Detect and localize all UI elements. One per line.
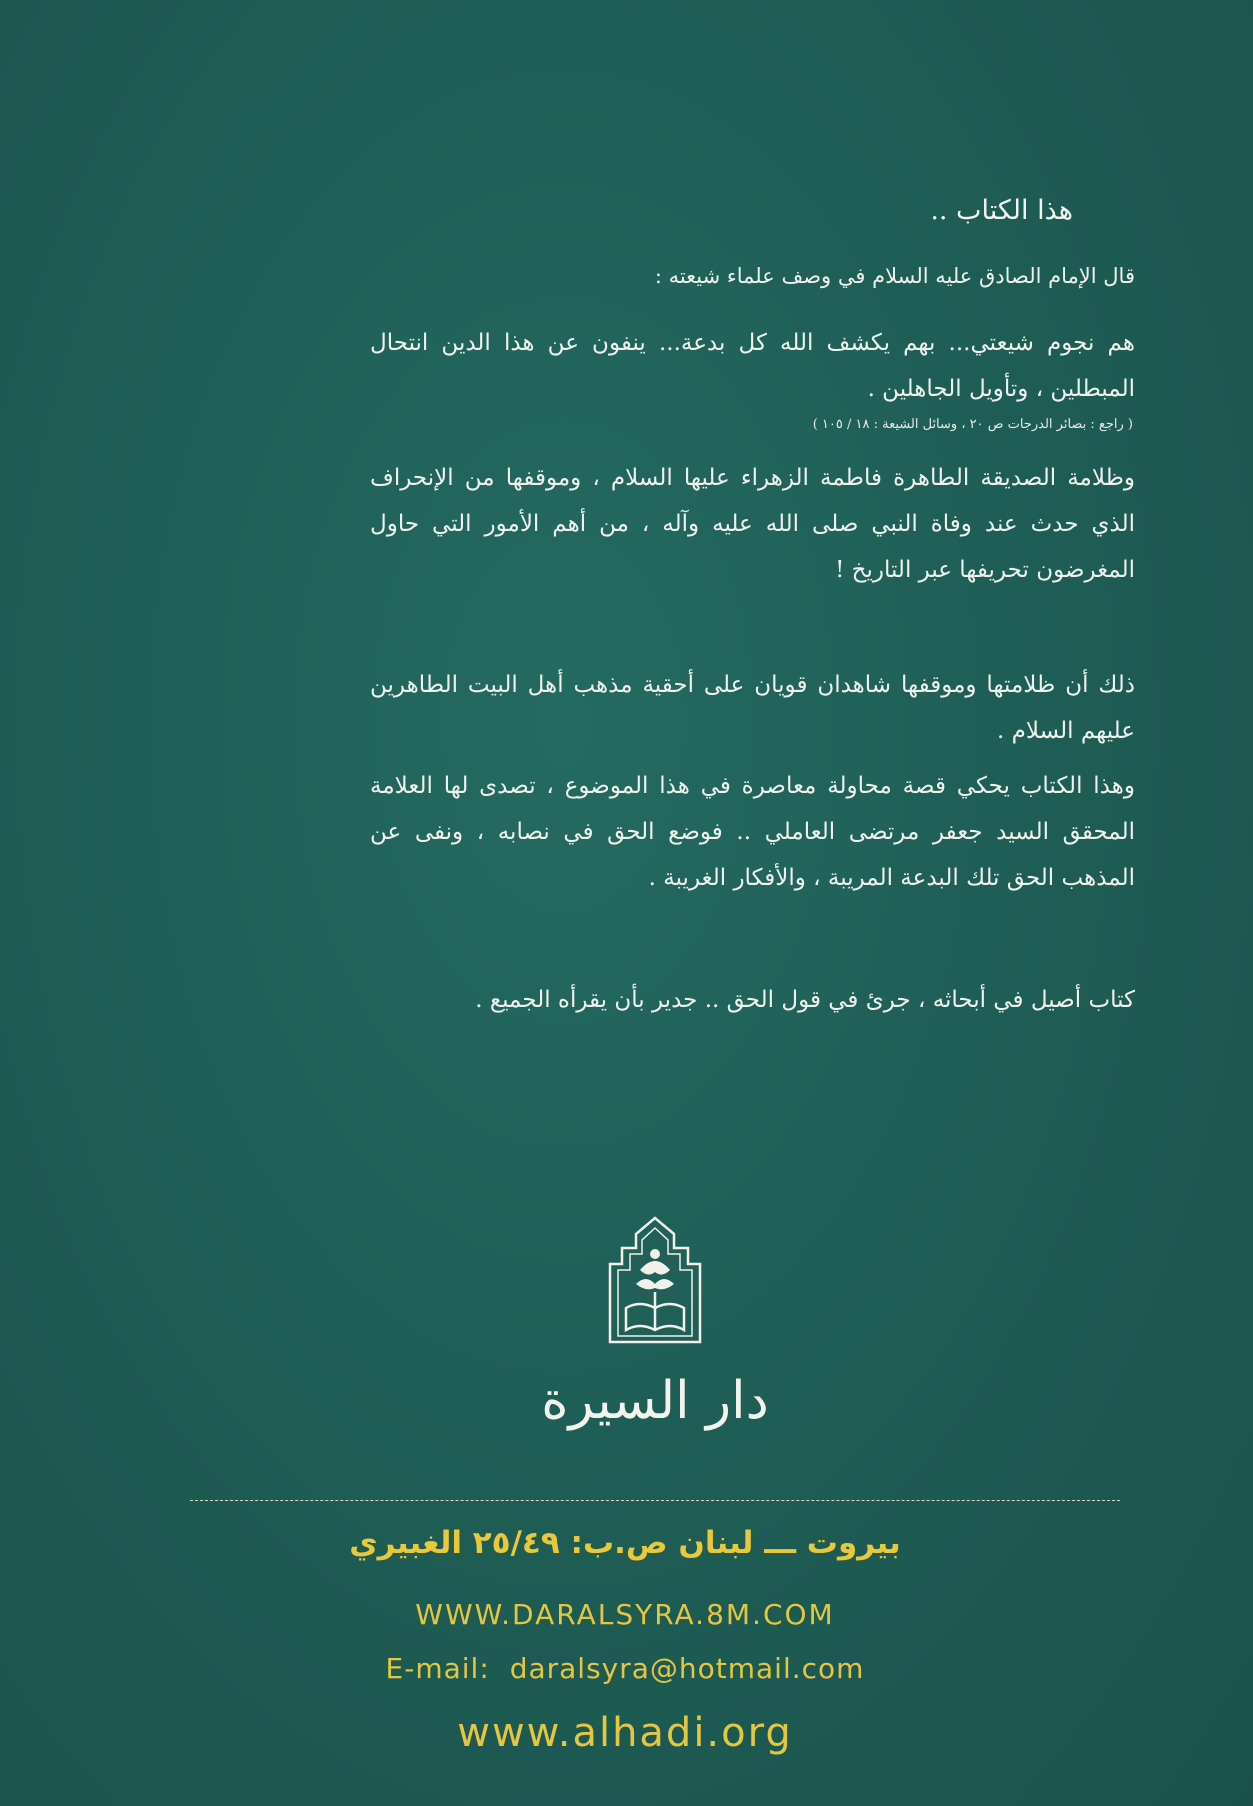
publisher-address: بيروت ـــ لبنان ص.ب: ٢٥/٤٩ الغبيري — [349, 1525, 901, 1561]
dashed-divider — [190, 1500, 1120, 1501]
publisher-website[interactable]: WWW.DARALSYRA.8M.COM — [415, 1598, 835, 1631]
publisher-email-line — [300, 1652, 950, 1685]
paragraph-recommendation: كتاب أصيل في أبحاثه ، جرئ في قول الحق .. جدير بأن يقرأه الجميع . — [475, 987, 1135, 1013]
publisher-emblem-icon — [600, 1212, 710, 1346]
paragraph-book-summary: وهذا الكتاب يحكي قصة محاولة معاصرة في هذا الموضوع ، تصدى لها العلامة المحقق السيد جعفر مرتضى العاملي .. فوضع الحق في نصابه ، ونفى عن المذهب الحق تلك البدعة المريبة ، والأفكار الغريبة . — [370, 773, 1135, 891]
cover-heading: هذا الكتاب .. — [930, 195, 1073, 226]
quote-paragraph: هم نجوم شيعتي... بهم يكشف الله كل بدعة... ينفون عن هذا الدين انتحال المبطلين ، وتأويل الجاهلين . — [370, 330, 1135, 402]
intro-line: قال الإمام الصادق عليه السلام في وصف علماء شيعته : — [654, 264, 1135, 288]
publisher-name: دار السيرة — [541, 1371, 769, 1431]
publisher-email[interactable]: daralsyra@hotmail.com — [509, 1652, 865, 1685]
paragraph-testimony: ذلك أن ظلامتها وموقفها شاهدان قويان على أحقية مذهب أهل البيت الطاهرين عليهم السلام . — [370, 672, 1135, 744]
email-label: E-mail: — [385, 1652, 490, 1685]
alhadi-website[interactable]: www.alhadi.org — [457, 1710, 793, 1756]
quote-reference: ( راجع : بصائر الدرجات ص ٢٠ ، وسائل الشيعة : ١٨ / ١٠٥ ) — [812, 417, 1133, 432]
paragraph-zahra: وظلامة الصديقة الطاهرة فاطمة الزهراء عليها السلام ، وموقفها من الإنحراف الذي حدث عند وفاة النبي صلى الله عليه وآله ، من أهم الأمور التي حاول المغرضون تحريفها عبر التاريخ ! — [370, 465, 1135, 583]
